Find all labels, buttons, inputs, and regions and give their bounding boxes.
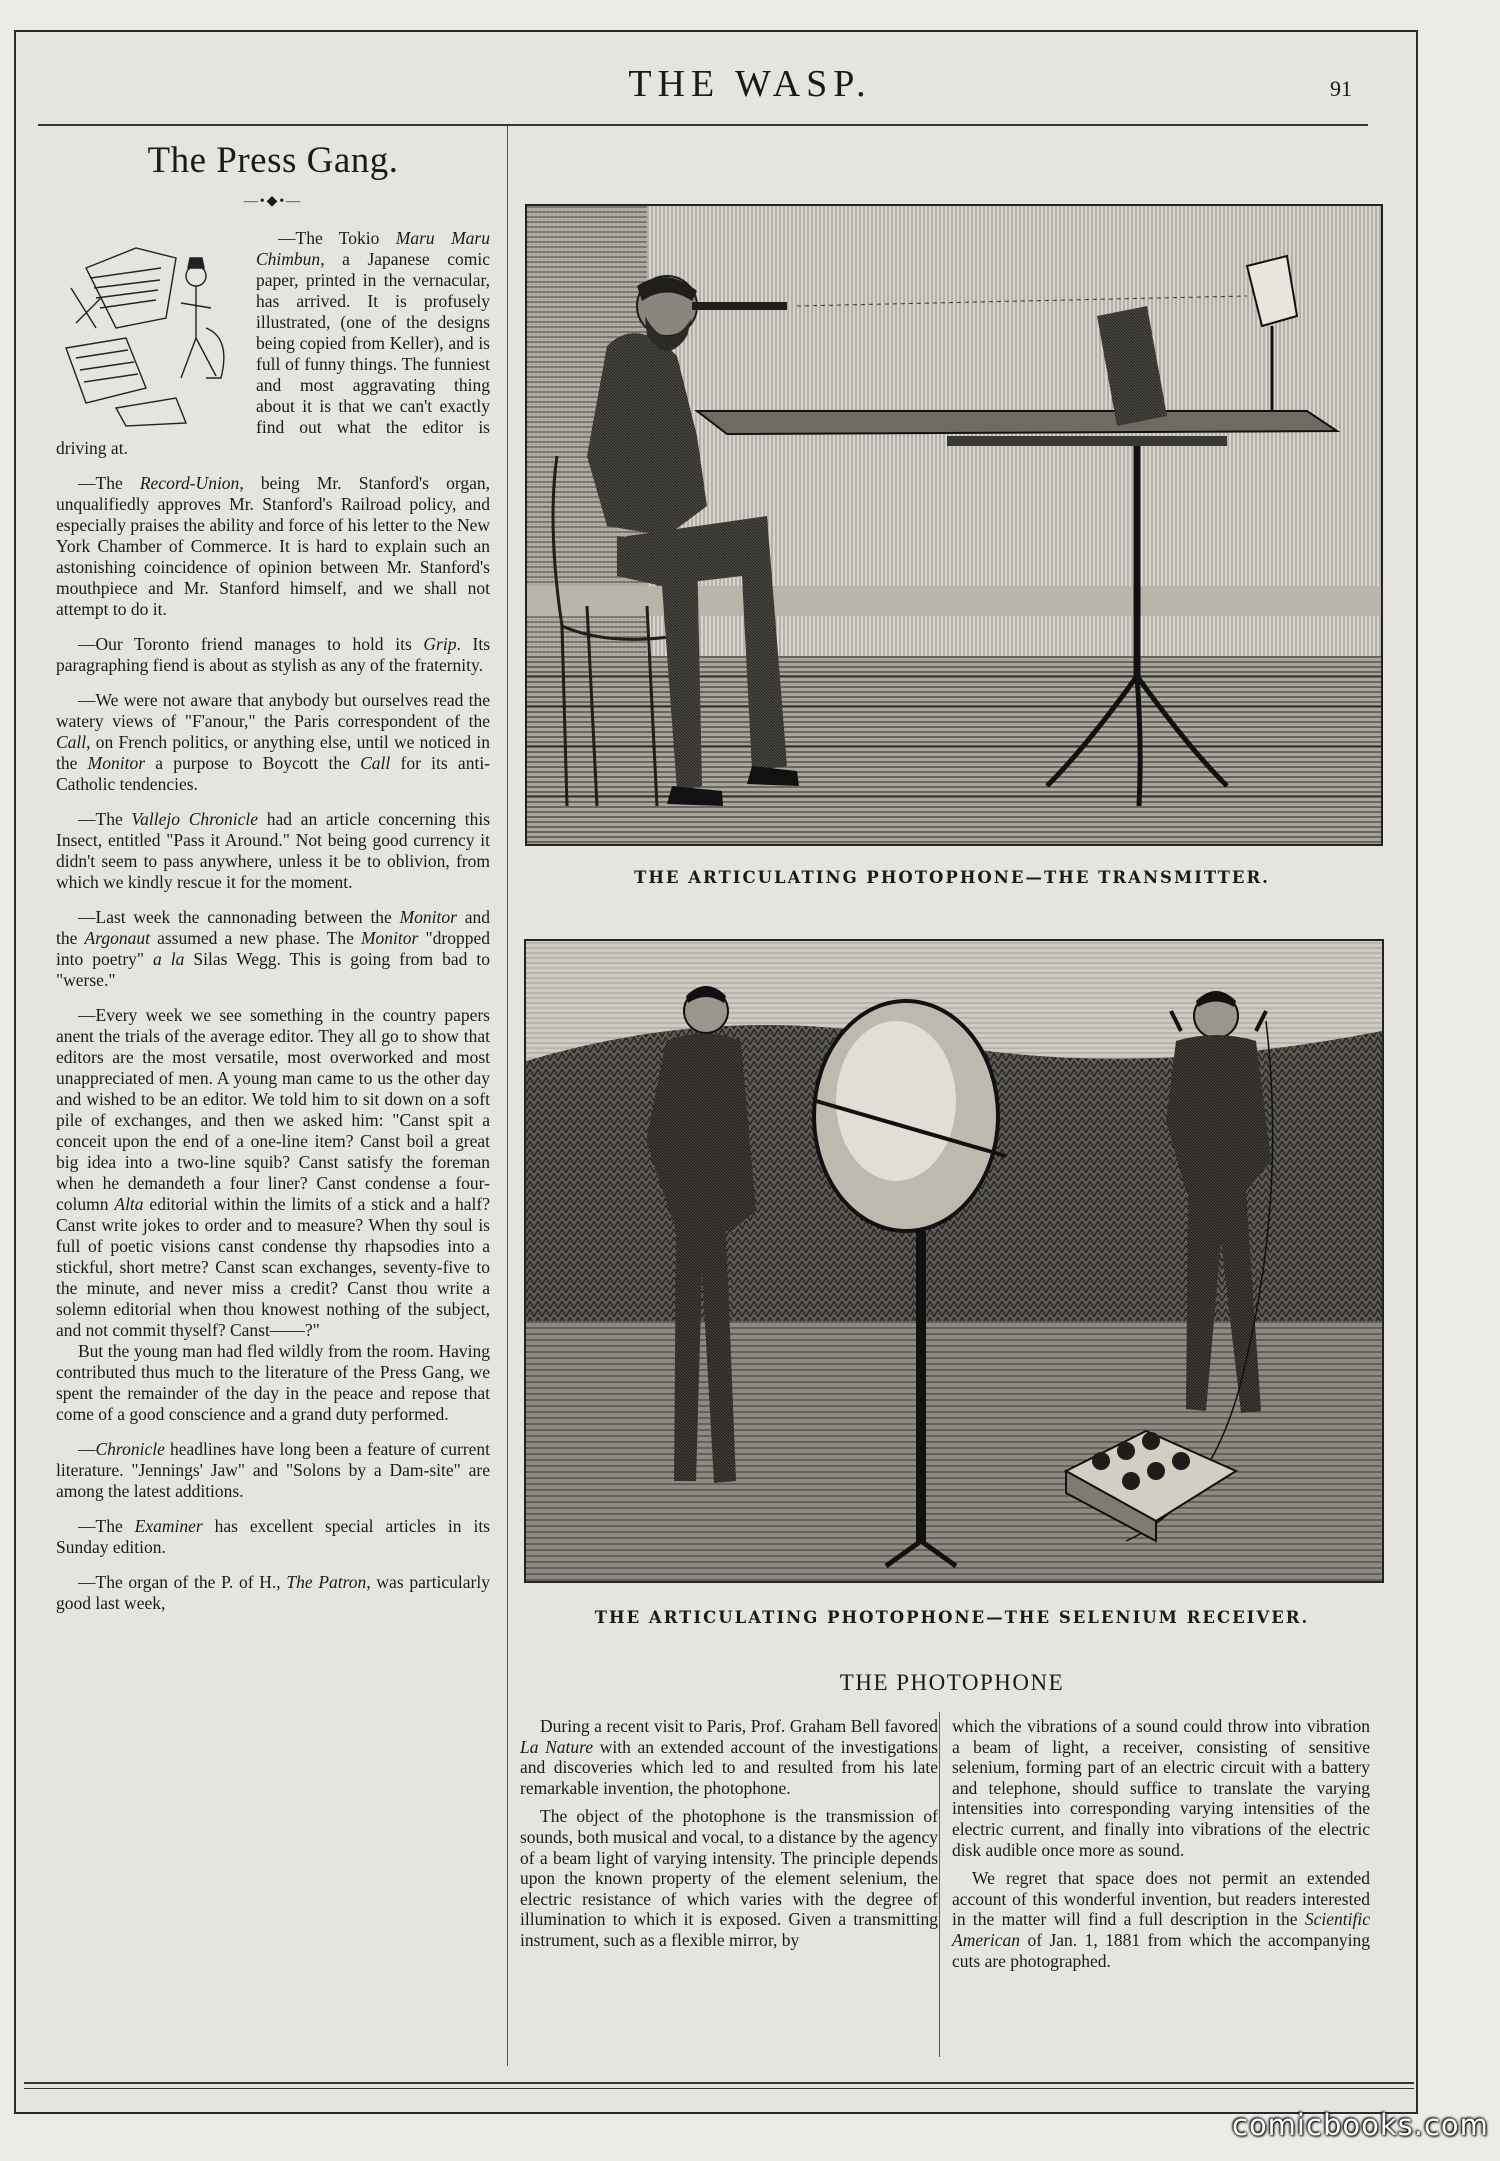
italic-title: Monitor xyxy=(360,928,419,948)
italic-title: Call xyxy=(56,732,87,752)
italic-title: Monitor xyxy=(399,907,457,927)
footer-rule-thin xyxy=(24,2088,1414,2089)
text-run: editorial within the limits of a stick and a half? Canst write jokes to order and to measure? When thy soul is full of poetic visions canst condense thy rhapsodies into a stickful, short metre? Canst scan exchanges, seventy-five to the minute, and never miss a credit? Canst thou write a solemn editorial when thou knowest nothing of the subject, and not commit thyself? Canst——?" xyxy=(56,1194,490,1340)
italic-title: Monitor xyxy=(87,753,146,773)
press-gang-paragraph xyxy=(56,634,490,676)
text-run: , a Japanese comic paper, printed in the vernacular, has arrived. It is profusely illustrated, (one of the designs being copied from Keller), and is full of funny things. The funniest and most aggravating thing about it is that we can't exactly find out what the editor is driving at. xyxy=(56,249,490,458)
italic-title: Call xyxy=(360,753,391,773)
press-gang-paragraph xyxy=(56,1005,490,1341)
page-number: 91 xyxy=(1330,76,1352,101)
text-run: "dropped into poetry" xyxy=(56,928,490,969)
text-run: assumed a new phase. The xyxy=(149,928,361,948)
italic-title: Grip xyxy=(423,634,457,654)
text-run: —The Tokio xyxy=(278,228,396,248)
text-run: for its anti-Catholic tendencies. xyxy=(56,753,491,794)
column-divider xyxy=(507,126,508,2066)
text-run: But the young man had fled wildly from the room. Having contributed thus much to the literature of the Press Gang, we spent the remainder of the day in the peace and repose that come of a good conscience and a grand duty performed. xyxy=(56,1341,490,1424)
press-gang-paragraph xyxy=(56,907,490,991)
text-run: of Jan. 1, 1881 from which the accompanying cuts are photographed. xyxy=(952,1929,1370,1971)
article-column-1 xyxy=(520,1716,938,1959)
text-run: During a recent visit to Paris, Prof. Graham Bell favored xyxy=(540,1716,938,1736)
text-run: , on French politics, or anything else, until we noticed in the xyxy=(56,732,490,773)
press-gang-paragraph xyxy=(56,1341,490,1425)
text-run: —The organ of the P. of H., xyxy=(78,1572,287,1592)
press-gang-paragraph xyxy=(56,809,490,893)
text-run: has excellent special articles in its Sunday edition. xyxy=(56,1516,490,1557)
text-run: a purpose to Boycott the xyxy=(145,753,361,773)
transmitter-engraving xyxy=(525,204,1383,846)
text-run: — xyxy=(78,1439,96,1459)
text-run: —The xyxy=(78,473,140,493)
text-run: , was particularly good last week, xyxy=(56,1572,490,1613)
text-run: had an article concerning this Insect, entitled "Pass it Around." Not being good currency it didn't seem to pass anywhere, unless it be to oblivion, from which we kindly rescue it for the moment. xyxy=(56,809,490,892)
text-run: —The xyxy=(78,1516,135,1536)
text-run: —We were not aware that anybody but ourselves read the watery views of "F'anour," the Paris correspondent of the xyxy=(56,690,490,731)
text-run: We regret that space does not permit an extended account of this wonderful invention, but readers interested in the matter will find a full description in the xyxy=(952,1868,1370,1930)
italic-title: a la xyxy=(153,949,185,969)
press-gang-paragraph xyxy=(56,1572,490,1614)
press-gang-paragraph xyxy=(56,1439,490,1502)
italic-title: The Patron xyxy=(286,1572,367,1592)
masthead: THE WASP. xyxy=(628,63,872,105)
photophone-paragraph xyxy=(520,1716,938,1798)
text-run: —The xyxy=(78,809,132,829)
ornament: —•◆•— xyxy=(243,194,303,209)
column-heading: The Press Gang. xyxy=(147,140,399,181)
italic-title: Record-Union xyxy=(139,473,240,493)
text-run: with an extended account of the investigations and discoveries which led to and resulted from his late remarkable invention, the photophone. xyxy=(520,1736,938,1798)
press-gang-paragraph xyxy=(56,473,490,620)
header-rule xyxy=(38,124,1368,126)
photophone-paragraph xyxy=(520,1806,938,1950)
text-run: , being Mr. Stanford's organ, unqualifiedly approves Mr. Stanford's Railroad policy, and especially praises the ability and force of his letter to the New York Chamber of Commerce. It is hard to explain such an astonishing coincidence of opinion between Mr. Stanford's mouthpiece and Mr. Stanford himself, and we shall not attempt to do it. xyxy=(56,473,490,619)
footer-rule xyxy=(24,2082,1414,2084)
text-run: —Every week we see something in the country papers anent the trials of the average editor. They all go to show that editors are the most versatile, most overworked and most unappreciated of men. A young man came to us the other day and wished to be an editor. We told him to sit down on a soft pile of exchanges, and then we asked him: "Canst spit a conceit upon the end of a one-line item? Canst boil a great big idea into a two-line squib? Canst satisfy the foreman when he demandeth a four liner? Canst condense a four-column xyxy=(56,1005,490,1214)
press-gang-column xyxy=(56,140,491,1628)
italic-title: La Nature xyxy=(520,1736,594,1757)
text-run: —Our Toronto friend manages to hold its xyxy=(78,634,424,654)
italic-title: Scientific American xyxy=(952,1909,1370,1950)
italic-title: Argonaut xyxy=(84,928,150,948)
text-run: The object of the photophone is the transmission of sounds, both musical and vocal, to a distance by the agency of a beam light of varying intensity. The principle depends upon the known property of the element selenium, the electric resistance of which varies with the degree of illumination to which it is exposed. Given a transmitting instrument, such as a flexible mirror, by xyxy=(520,1806,938,1950)
text-run: Silas Wegg. This is going from bad to "werse." xyxy=(56,949,490,990)
italic-title: Alta xyxy=(114,1194,144,1214)
press-gang-paragraph xyxy=(56,690,490,795)
press-gang-paragraph xyxy=(56,1516,490,1558)
italic-title: Examiner xyxy=(134,1516,203,1536)
figure2-caption: THE ARTICULATING PHOTOPHONE—THE SELENIUM RECEIVER. xyxy=(594,1608,1310,1627)
photophone-paragraph xyxy=(952,1868,1370,1971)
article-column-divider xyxy=(939,1712,940,2057)
article-title: THE PHOTOPHONE xyxy=(839,1670,1065,1695)
italic-title: Maru Maru Chimbun xyxy=(256,228,490,269)
figure1-caption: THE ARTICULATING PHOTOPHONE—THE TRANSMITTER. xyxy=(634,868,1270,887)
italic-title: Vallejo Chronicle xyxy=(131,809,259,829)
article-column-2 xyxy=(952,1716,1370,1979)
selenium-receiver-engraving xyxy=(524,939,1384,1583)
italic-title: Chronicle xyxy=(95,1439,165,1459)
text-run: —Last week the cannonading between the xyxy=(78,907,400,927)
watermark: comicbooks.com xyxy=(1232,2108,1489,2142)
press-gang-paragraphs xyxy=(56,228,490,1614)
text-run: headlines have long been a feature of current literature. "Jennings' Jaw" and "Solons by a Dam-site" are among the latest additions. xyxy=(56,1439,490,1501)
photophone-paragraph xyxy=(952,1716,1370,1860)
text-run: which the vibrations of a sound could throw into vibration a beam of light, a receiver, consisting of sensitive selenium, forming part of an electric circuit with a battery and telephone, should suffice to translate the varying intensities into corresponding varying intensities of the electric current, and finally into vibrations of the electric disk audible once more as sound. xyxy=(952,1716,1370,1860)
text-run: . Its paragraphing fiend is about as stylish as any of the fraternity. xyxy=(56,634,490,675)
editor-cartoon-illustration xyxy=(56,228,246,428)
text-run: and the xyxy=(56,907,490,948)
